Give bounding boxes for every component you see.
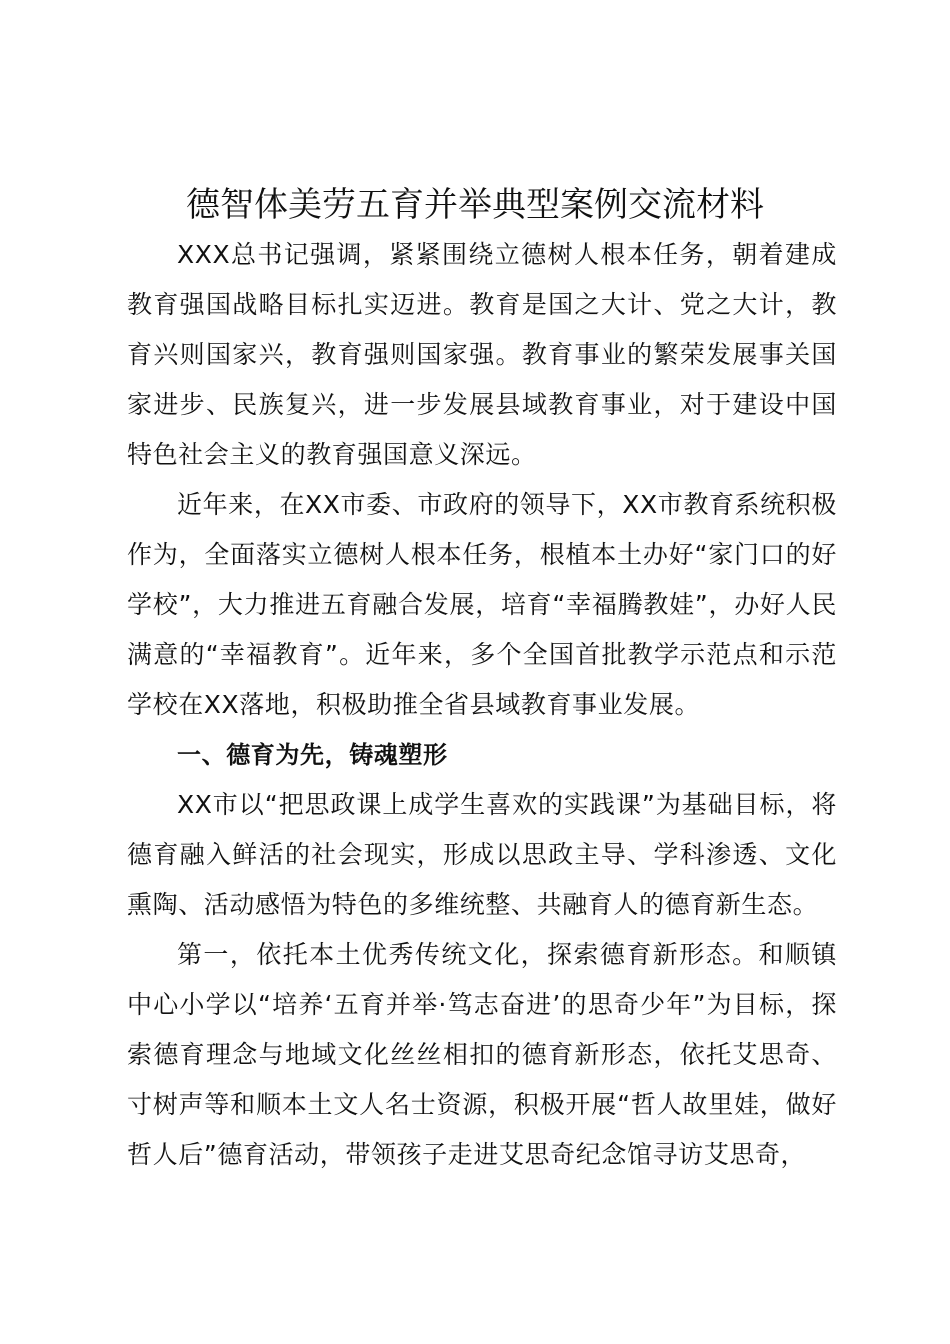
section-heading: 一、德育为先，铸魂塑形 [177, 741, 448, 769]
paragraph-section-intro: XX市以“把思政课上成学生喜欢的实践课”为基础目标，将德育融入鲜活的社会现实，形成以思政主导、学科渗透、文化熏陶、活动感悟为特色的多维统整、共融育人的德育新生态。 [127, 790, 837, 919]
paragraph-intro: XXX总书记强调，紧紧围绕立德树人根本任务，朝着建成教育强国战略目标扎实迈进。教育是国之大计、党之大计，教育兴则国家兴，教育强则国家强。教育事业的繁荣发展事关国家进步、民族复兴，进一步发展县域教育事业，对于建设中国特色社会主义的教育强国意义深远。 [127, 240, 837, 469]
paragraph-background: 近年来，在XX市委、市政府的领导下，XX市教育系统积极作为，全面落实立德树人根本任务，根植本土办好“家门口的好学校”，大力推进五育融合发展，培育“幸福腾教娃”，办好人民满意的“幸福教育”。近年来，多个全国首批教学示范点和示范学校在XX落地，积极助推全省县域教育事业发展。 [127, 490, 837, 719]
document-title: 德智体美劳五育并举典型案例交流材料 [186, 185, 764, 225]
document-body [127, 230, 837, 1180]
paragraph-section-first: 第一，依托本土优秀传统文化，探索德育新形态。和顺镇中心小学以“培养‘五育并举·笃志奋进’的思奇少年”为目标，探索德育理念与地域文化丝丝相扣的德育新形态，依托艾思奇、寸树声等和顺本土文人名士资源，积极开展“哲人故里娃，做好哲人后”德育活动，带领孩子走进艾思奇纪念馆寻访艾思奇， [127, 940, 837, 1169]
